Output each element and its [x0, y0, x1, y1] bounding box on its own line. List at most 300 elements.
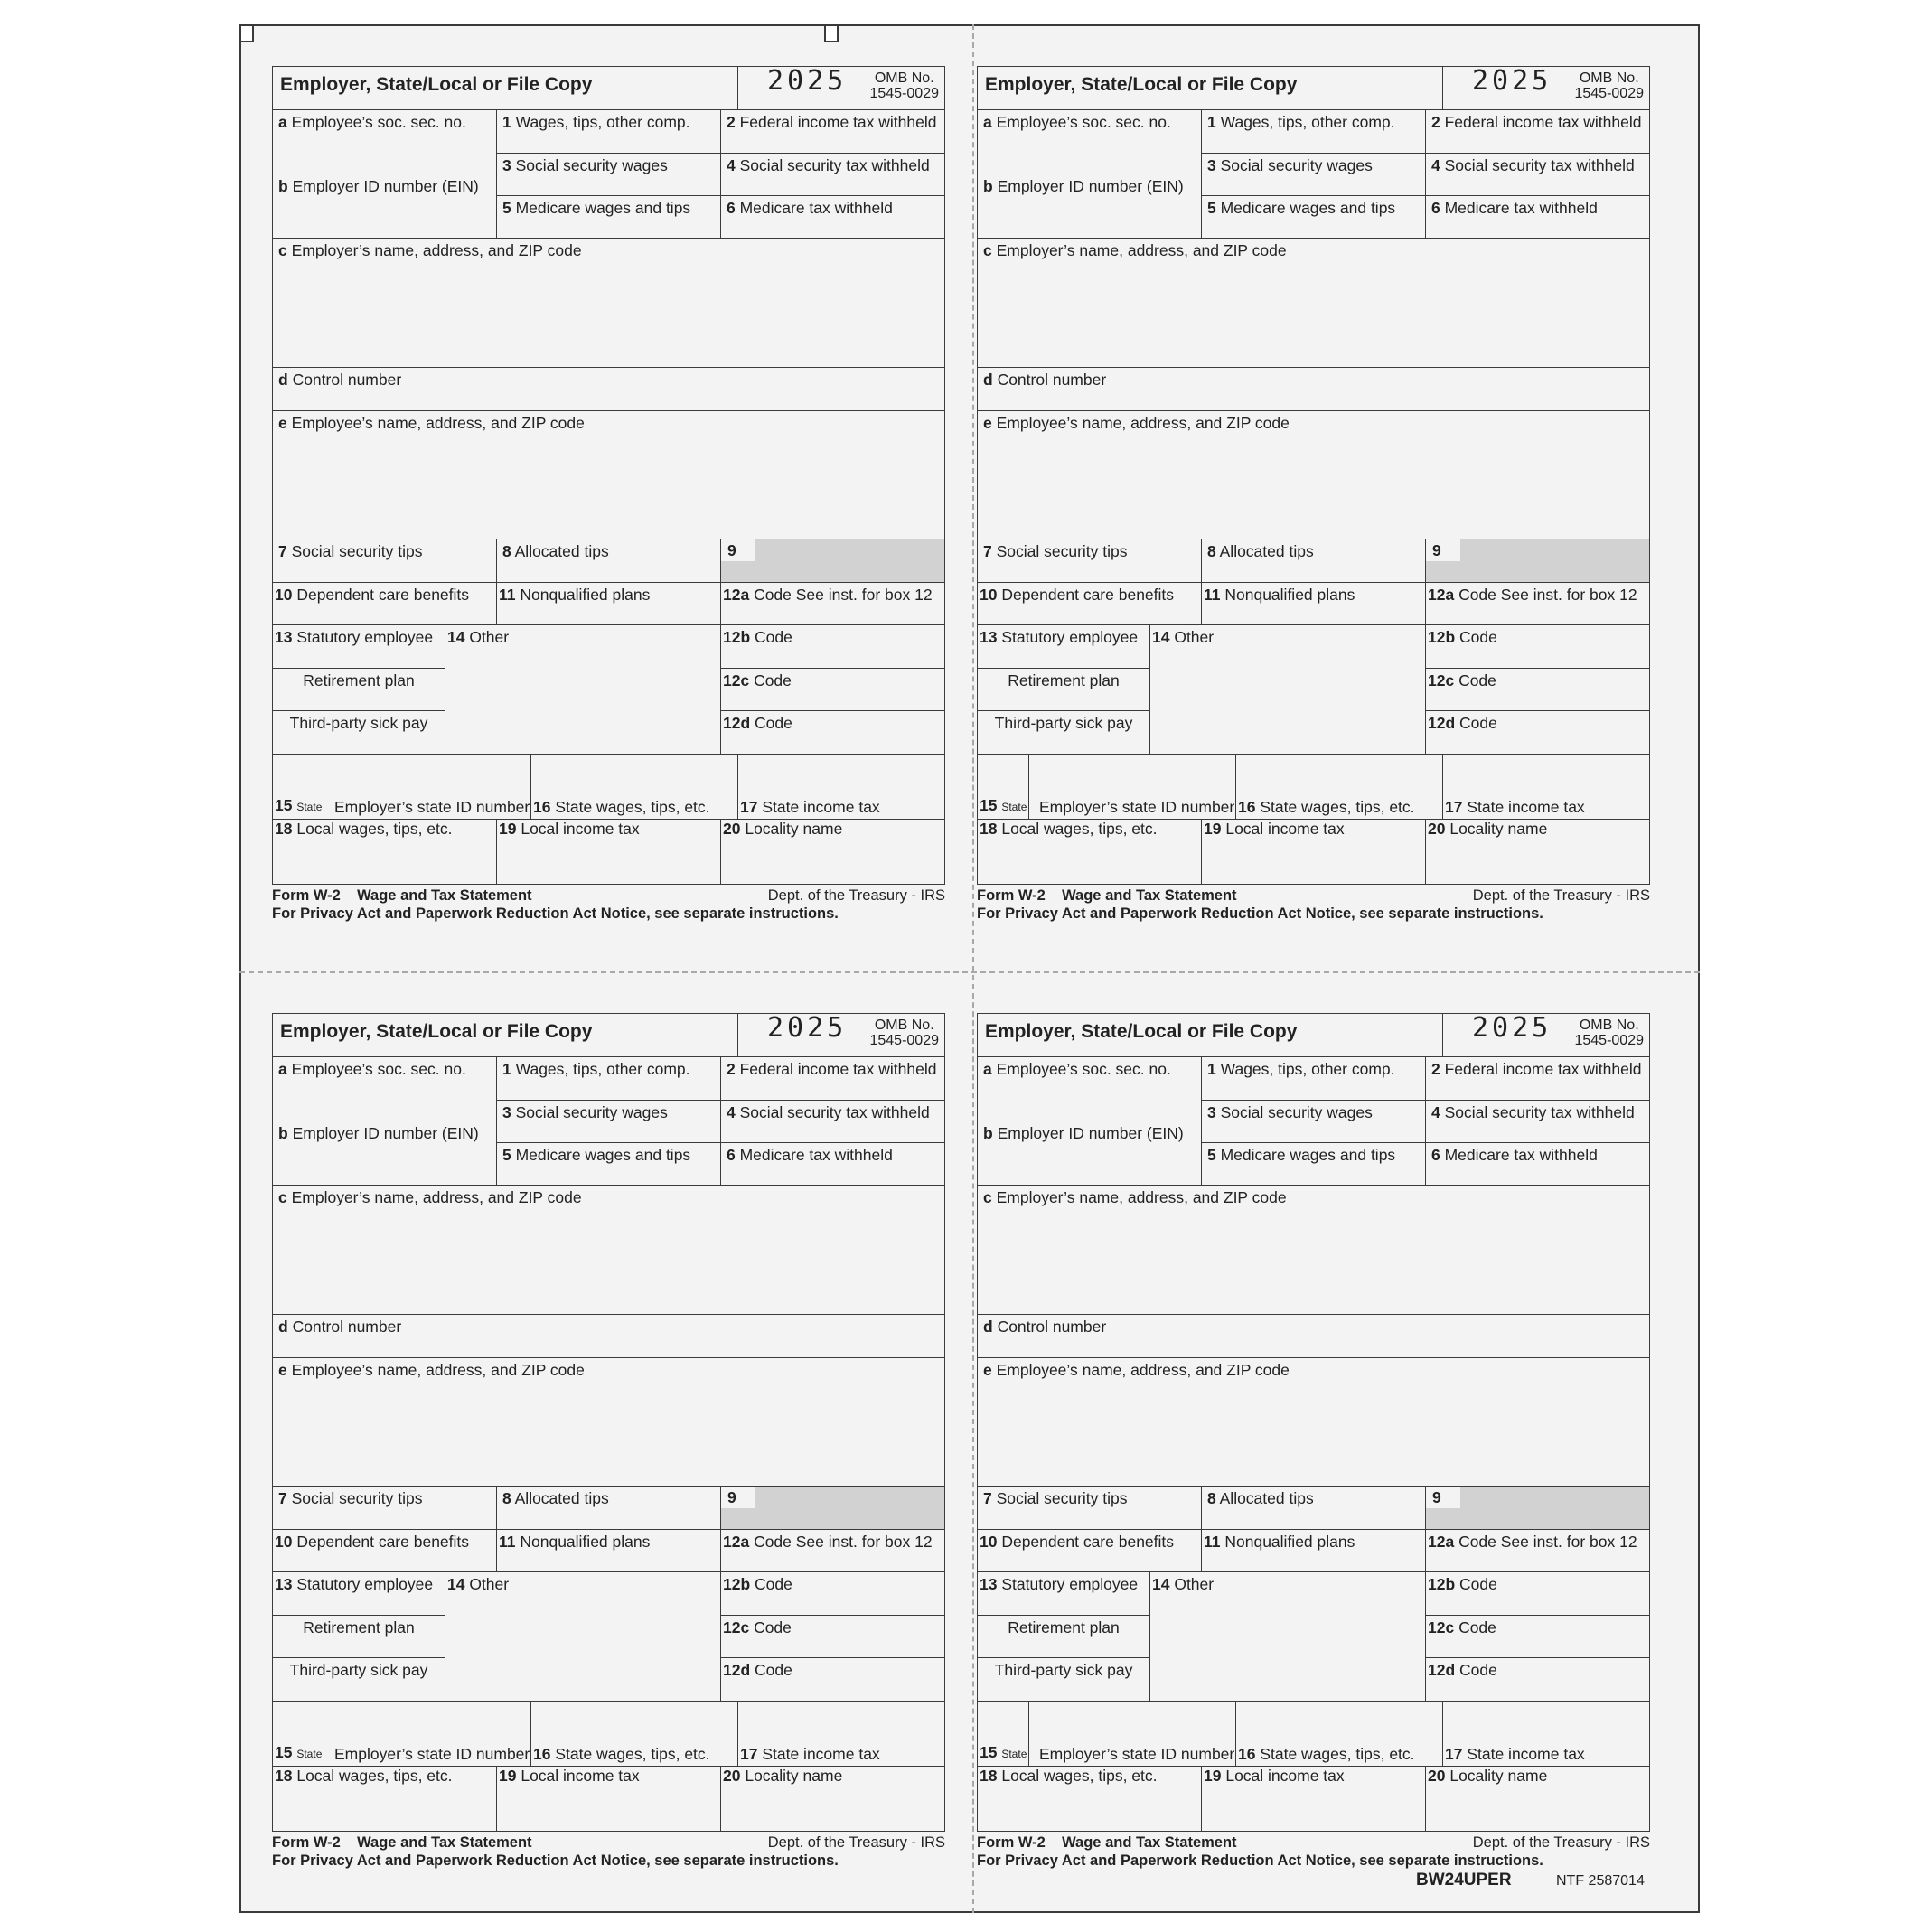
- box-c-label: Employer’s name, address, and ZIP code: [286, 241, 582, 259]
- box-12c[interactable]: [721, 669, 944, 711]
- box-17-label-wrap: [1445, 799, 1585, 816]
- box-19-local-income-tax[interactable]: [1202, 1767, 1426, 1831]
- footer-form-name: Form W-2 Wage and Tax Statement: [272, 887, 532, 904]
- year-omb-cell: [738, 1014, 944, 1057]
- box-12a[interactable]: [1426, 1530, 1649, 1572]
- box-13-third-party-sick-pay[interactable]: Third-party sick pay: [978, 1658, 1150, 1702]
- box-13-num: 13: [275, 628, 293, 646]
- box-17-state-income-tax[interactable]: [1443, 1702, 1649, 1767]
- box-a-employee-ssn[interactable]: [273, 110, 497, 174]
- box-19-local-income-tax[interactable]: [497, 1767, 721, 1831]
- box-2-label: Federal income tax withheld: [735, 1060, 937, 1078]
- footer-line-1: [272, 886, 945, 905]
- box-18-local-wages[interactable]: [978, 820, 1202, 884]
- box-5-medicare-wages[interactable]: [497, 1143, 721, 1186]
- box-9-shaded: [1426, 1487, 1649, 1530]
- box-10-dependent-care[interactable]: [978, 1530, 1202, 1572]
- box-c-employer-name[interactable]: [273, 1186, 944, 1315]
- box-5-label: Medicare wages and tips: [1215, 1146, 1396, 1164]
- box-a-employee-ssn[interactable]: [978, 1057, 1202, 1121]
- box-17-label-wrap: [740, 1746, 880, 1763]
- box-4-ss-tax[interactable]: [1426, 1101, 1649, 1143]
- box-7-ss-tips[interactable]: [273, 1487, 497, 1530]
- box-17-label-wrap: [740, 799, 880, 816]
- box-6-num: 6: [727, 1146, 736, 1164]
- box-14-num: 14: [1152, 1575, 1170, 1593]
- box-d-label: Control number: [287, 370, 402, 389]
- box-4-label: Social security tax withheld: [1440, 156, 1635, 174]
- box-12b-num: 12b: [723, 628, 751, 646]
- box-17-label: State income tax: [757, 1745, 880, 1763]
- box-12a[interactable]: [721, 583, 944, 625]
- box-12d-label: Code: [1455, 1661, 1497, 1679]
- box-14-num: 14: [1152, 628, 1170, 646]
- box-8-num: 8: [502, 1489, 511, 1507]
- box-16-label-wrap: [1238, 1746, 1415, 1763]
- box-3-num: 3: [1207, 1103, 1216, 1121]
- omb-number: 1545-0029: [1574, 86, 1644, 101]
- box-2-num: 2: [1431, 113, 1440, 131]
- box-8-num: 8: [1207, 1489, 1216, 1507]
- box-20-label: Locality name: [740, 820, 843, 838]
- box-15-state-text: State: [1001, 1748, 1027, 1760]
- box-6-medicare-tax[interactable]: [721, 196, 944, 239]
- box-15-state-text: State: [1001, 801, 1027, 813]
- box-12b-num: 12b: [1428, 628, 1456, 646]
- box-e-employee-name[interactable]: [978, 411, 1649, 539]
- box-11-nonqualified[interactable]: [497, 583, 721, 625]
- box-19-local-income-tax[interactable]: [1202, 820, 1426, 884]
- box-10-dependent-care[interactable]: [273, 1530, 497, 1572]
- box-16-state-wages[interactable]: [1236, 1702, 1443, 1767]
- box-c-label: Employer’s name, address, and ZIP code: [991, 1188, 1287, 1206]
- box-2-federal-tax[interactable]: [721, 1057, 944, 1101]
- box-16-state-wages[interactable]: [531, 1702, 738, 1767]
- box-13-num: 13: [275, 1575, 293, 1593]
- box-7-ss-tips[interactable]: [978, 1487, 1202, 1530]
- footer-line-1: [977, 886, 1650, 905]
- box-8-num: 8: [1207, 542, 1216, 560]
- box-17-state-income-tax[interactable]: [1443, 755, 1649, 820]
- box-5-num: 5: [502, 199, 511, 217]
- box-20-label: Locality name: [1445, 1767, 1548, 1785]
- box-5-medicare-wages[interactable]: [1202, 196, 1426, 239]
- box-15-state-text: State: [296, 801, 323, 813]
- box-18-local-wages[interactable]: [273, 820, 497, 884]
- box-7-num: 7: [983, 542, 992, 560]
- omb-number: 1545-0029: [869, 86, 939, 101]
- box-c-letter: c: [278, 241, 287, 259]
- box-1-wages[interactable]: [1202, 1057, 1426, 1101]
- box-15-state-text: State: [296, 1748, 323, 1760]
- box-13-statutory-employee[interactable]: [273, 625, 445, 669]
- box-6-label: Medicare tax withheld: [735, 1146, 893, 1164]
- box-7-label: Social security tips: [991, 1489, 1128, 1507]
- box-11-num: 11: [499, 586, 516, 604]
- box-13-statutory-employee[interactable]: [273, 1572, 445, 1616]
- box-4-ss-tax[interactable]: [721, 1101, 944, 1143]
- box-15-state-label: [275, 1744, 322, 1763]
- box-15-num: 15: [275, 1743, 293, 1761]
- box-17-state-income-tax[interactable]: [738, 1702, 944, 1767]
- box-a-employee-ssn[interactable]: [273, 1057, 497, 1121]
- box-6-medicare-tax[interactable]: [721, 1143, 944, 1186]
- box-14-label: Other: [464, 628, 510, 646]
- box-5-medicare-wages[interactable]: [1202, 1143, 1426, 1186]
- box-8-label: Allocated tips: [1215, 542, 1314, 560]
- box-11-num: 11: [499, 1533, 516, 1551]
- copy-title: Employer, State/Local or File Copy: [978, 67, 1443, 110]
- box-2-num: 2: [727, 113, 736, 131]
- box-12d-label: Code: [750, 714, 792, 732]
- box-14-other[interactable]: [1150, 625, 1426, 755]
- box-14-label: Other: [464, 1575, 510, 1593]
- box-13-statutory-employee[interactable]: [978, 1572, 1150, 1616]
- box-20-locality-name[interactable]: [721, 1767, 944, 1831]
- box-9-num: 9: [721, 1487, 755, 1508]
- box-3-ss-wages[interactable]: [497, 1101, 721, 1143]
- box-b-employer-ein[interactable]: [978, 1121, 1202, 1186]
- box-3-num: 3: [502, 1103, 511, 1121]
- omb-block: [869, 70, 939, 101]
- box-c-letter: c: [983, 1188, 992, 1206]
- box-7-ss-tips[interactable]: [978, 539, 1202, 583]
- box-17-label: State income tax: [1462, 798, 1585, 816]
- box-8-allocated-tips[interactable]: [1202, 539, 1426, 583]
- box-12b[interactable]: [1426, 1572, 1649, 1616]
- box-12b[interactable]: [1426, 625, 1649, 669]
- box-e-letter: e: [983, 1361, 992, 1379]
- box-9-shaded: [1426, 539, 1649, 583]
- omb-block: [1574, 1018, 1644, 1048]
- w2-grid: [977, 66, 1650, 885]
- box-6-label: Medicare tax withheld: [1440, 199, 1598, 217]
- box-1-label: Wages, tips, other comp.: [511, 113, 690, 131]
- box-1-num: 1: [502, 113, 511, 131]
- box-14-other[interactable]: [445, 1572, 721, 1702]
- box-20-locality-name[interactable]: [721, 820, 944, 884]
- box-13-statutory-employee[interactable]: [978, 625, 1150, 669]
- omb-block: [869, 1018, 939, 1048]
- box-13-retirement-plan[interactable]: Retirement plan: [978, 669, 1150, 711]
- box-c-employer-name[interactable]: [273, 239, 944, 368]
- box-12c[interactable]: [1426, 669, 1649, 711]
- crop-mark-center: [824, 24, 839, 42]
- box-12a[interactable]: [721, 1530, 944, 1572]
- box-d-letter: d: [278, 370, 288, 389]
- box-9-shaded: [721, 539, 944, 583]
- box-13-third-party-sick-pay[interactable]: Third-party sick pay: [273, 1658, 445, 1702]
- box-e-letter: e: [278, 1361, 287, 1379]
- box-7-label: Social security tips: [991, 542, 1128, 560]
- box-10-dependent-care[interactable]: [978, 583, 1202, 625]
- box-3-label: Social security wages: [1215, 156, 1373, 174]
- box-15-id-label: Employer’s state ID number: [1039, 1745, 1235, 1763]
- box-12c[interactable]: [721, 1616, 944, 1658]
- box-12c[interactable]: [1426, 1616, 1649, 1658]
- box-b-employer-ein[interactable]: [978, 174, 1202, 239]
- box-18-label: Local wages, tips, etc.: [292, 1767, 453, 1785]
- box-9-num: 9: [1426, 1487, 1460, 1508]
- footer-dept: Dept. of the Treasury - IRS: [767, 1834, 945, 1851]
- copy-title: Employer, State/Local or File Copy: [273, 67, 738, 110]
- box-8-label: Allocated tips: [1215, 1489, 1314, 1507]
- box-17-num: 17: [740, 798, 758, 816]
- box-16-label: State wages, tips, etc.: [1255, 1745, 1415, 1763]
- box-18-num: 18: [980, 820, 998, 838]
- box-7-label: Social security tips: [286, 1489, 423, 1507]
- box-14-num: 14: [447, 1575, 465, 1593]
- box-a-letter: a: [278, 113, 287, 131]
- box-15-employer-state-id[interactable]: [324, 1702, 531, 1767]
- box-d-control-number[interactable]: [978, 1315, 1649, 1358]
- box-10-label: Dependent care benefits: [997, 1533, 1175, 1551]
- box-b-label: Employer ID number (EIN): [287, 1124, 479, 1142]
- box-18-local-wages[interactable]: [273, 1767, 497, 1831]
- box-16-num: 16: [533, 798, 551, 816]
- year-omb-cell: [1443, 1014, 1649, 1057]
- box-11-nonqualified[interactable]: [497, 1530, 721, 1572]
- box-19-local-income-tax[interactable]: [497, 820, 721, 884]
- box-d-label: Control number: [992, 370, 1107, 389]
- box-12c-label: Code: [1454, 1618, 1496, 1637]
- box-8-allocated-tips[interactable]: [497, 1487, 721, 1530]
- box-12b-label: Code: [750, 1575, 792, 1593]
- box-13-third-party-sick-pay[interactable]: Third-party sick pay: [978, 711, 1150, 755]
- box-12a-num: 12a: [1428, 586, 1455, 604]
- box-20-num: 20: [1428, 1767, 1446, 1785]
- box-15-state[interactable]: [273, 755, 324, 820]
- box-17-num: 17: [740, 1745, 758, 1763]
- box-5-label: Medicare wages and tips: [1215, 199, 1396, 217]
- box-e-letter: e: [983, 414, 992, 432]
- box-12d-label: Code: [1455, 714, 1497, 732]
- box-2-label: Federal income tax withheld: [735, 113, 937, 131]
- box-3-label: Social security wages: [511, 1103, 668, 1121]
- box-8-label: Allocated tips: [511, 542, 609, 560]
- box-16-label-wrap: [533, 799, 710, 816]
- box-2-federal-tax[interactable]: [1426, 1057, 1649, 1101]
- box-d-control-number[interactable]: [273, 1315, 944, 1358]
- box-c-label: Employer’s name, address, and ZIP code: [991, 241, 1287, 259]
- box-a-letter: a: [278, 1060, 287, 1078]
- box-11-label: Nonqualified plans: [1220, 1533, 1355, 1551]
- box-b-employer-ein[interactable]: [273, 174, 497, 239]
- box-8-allocated-tips[interactable]: [1202, 1487, 1426, 1530]
- box-7-num: 7: [278, 542, 287, 560]
- w2-copy-bottom-left: [272, 1013, 945, 1880]
- box-12a-num: 12a: [1428, 1533, 1455, 1551]
- box-12c-num: 12c: [723, 671, 750, 689]
- box-3-ss-wages[interactable]: [1202, 1101, 1426, 1143]
- box-13-retirement-plan[interactable]: Retirement plan: [978, 1616, 1150, 1658]
- footer-form-name: Form W-2 Wage and Tax Statement: [977, 887, 1237, 904]
- box-13-retirement-plan[interactable]: Retirement plan: [273, 1616, 445, 1658]
- box-19-num: 19: [499, 1767, 517, 1785]
- box-15-employer-state-id[interactable]: [1029, 755, 1236, 820]
- box-8-allocated-tips[interactable]: [497, 539, 721, 583]
- box-15-state[interactable]: [978, 755, 1029, 820]
- box-11-nonqualified[interactable]: [1202, 583, 1426, 625]
- box-13-num: 13: [980, 628, 998, 646]
- box-15-employer-state-id[interactable]: [324, 755, 531, 820]
- box-10-num: 10: [275, 1533, 293, 1551]
- box-13-num: 13: [980, 1575, 998, 1593]
- box-15-state-label: [980, 1744, 1027, 1763]
- footer-form-name: Form W-2 Wage and Tax Statement: [977, 1834, 1237, 1851]
- box-a-employee-ssn[interactable]: [978, 110, 1202, 174]
- box-12d[interactable]: [721, 1658, 944, 1702]
- box-20-locality-name[interactable]: [1426, 1767, 1649, 1831]
- box-a-letter: a: [983, 1060, 992, 1078]
- w2-grid: [977, 1013, 1650, 1832]
- box-12d[interactable]: [1426, 1658, 1649, 1702]
- box-12c-num: 12c: [1428, 1618, 1455, 1637]
- box-14-other[interactable]: [1150, 1572, 1426, 1702]
- box-2-federal-tax[interactable]: [1426, 110, 1649, 154]
- tax-year: 2025: [1472, 67, 1552, 97]
- box-20-num: 20: [723, 1767, 741, 1785]
- box-15-state-label: [980, 797, 1027, 816]
- box-7-label: Social security tips: [286, 542, 423, 560]
- box-11-nonqualified[interactable]: [1202, 1530, 1426, 1572]
- box-e-letter: e: [278, 414, 287, 432]
- box-1-num: 1: [1207, 113, 1216, 131]
- box-b-letter: b: [278, 1124, 288, 1142]
- box-19-label: Local income tax: [1221, 1767, 1345, 1785]
- box-12b-label: Code: [1455, 628, 1497, 646]
- box-2-num: 2: [1431, 1060, 1440, 1078]
- box-11-label: Nonqualified plans: [1220, 586, 1355, 604]
- box-13-retirement-plan[interactable]: Retirement plan: [273, 669, 445, 711]
- box-d-control-number[interactable]: [978, 368, 1649, 411]
- box-d-letter: d: [278, 1318, 288, 1336]
- box-14-label: Other: [1169, 1575, 1215, 1593]
- box-3-ss-wages[interactable]: [497, 154, 721, 196]
- box-13-third-party-sick-pay[interactable]: Third-party sick pay: [273, 711, 445, 755]
- box-15-id-label: Employer’s state ID number: [334, 1745, 530, 1763]
- box-16-label: State wages, tips, etc.: [550, 798, 710, 816]
- box-20-locality-name[interactable]: [1426, 820, 1649, 884]
- box-3-ss-wages[interactable]: [1202, 154, 1426, 196]
- box-e-label: Employee’s name, address, and ZIP code: [286, 1361, 585, 1379]
- vertical-perforation: [972, 24, 974, 1913]
- copy-title: Employer, State/Local or File Copy: [273, 1014, 738, 1057]
- box-1-wages[interactable]: [497, 1057, 721, 1101]
- omb-label: OMB No.: [1579, 70, 1639, 86]
- box-6-num: 6: [1431, 199, 1440, 217]
- copy-title: Employer, State/Local or File Copy: [978, 1014, 1443, 1057]
- box-d-control-number[interactable]: [273, 368, 944, 411]
- box-15-state[interactable]: [273, 1702, 324, 1767]
- box-5-medicare-wages[interactable]: [497, 196, 721, 239]
- box-e-employee-name[interactable]: [273, 411, 944, 539]
- box-5-num: 5: [502, 1146, 511, 1164]
- box-1-num: 1: [502, 1060, 511, 1078]
- box-12b[interactable]: [721, 1572, 944, 1616]
- box-17-state-income-tax[interactable]: [738, 755, 944, 820]
- box-16-label-wrap: [1238, 799, 1415, 816]
- box-b-label: Employer ID number (EIN): [992, 1124, 1184, 1142]
- box-1-label: Wages, tips, other comp.: [511, 1060, 690, 1078]
- box-12d-label: Code: [750, 1661, 792, 1679]
- box-7-ss-tips[interactable]: [273, 539, 497, 583]
- box-1-num: 1: [1207, 1060, 1216, 1078]
- box-1-label: Wages, tips, other comp.: [1215, 113, 1395, 131]
- box-2-label: Federal income tax withheld: [1440, 113, 1642, 131]
- box-b-label: Employer ID number (EIN): [992, 177, 1184, 195]
- box-12a-label: Code See inst. for box 12: [749, 1533, 933, 1551]
- box-8-label: Allocated tips: [511, 1489, 609, 1507]
- box-1-wages[interactable]: [497, 110, 721, 154]
- box-14-other[interactable]: [445, 625, 721, 755]
- box-4-ss-tax[interactable]: [1426, 154, 1649, 196]
- box-17-num: 17: [1445, 1745, 1463, 1763]
- box-12d-num: 12d: [1428, 1661, 1456, 1679]
- box-12b[interactable]: [721, 625, 944, 669]
- box-19-label: Local income tax: [516, 1767, 640, 1785]
- box-b-employer-ein[interactable]: [273, 1121, 497, 1186]
- box-12a[interactable]: [1426, 583, 1649, 625]
- box-10-num: 10: [980, 1533, 998, 1551]
- box-18-local-wages[interactable]: [978, 1767, 1202, 1831]
- omb-number: 1545-0029: [869, 1033, 939, 1048]
- box-e-employee-name[interactable]: [273, 1358, 944, 1487]
- footer-dept: Dept. of the Treasury - IRS: [767, 887, 945, 904]
- box-17-label: State income tax: [757, 798, 880, 816]
- box-4-num: 4: [1431, 1103, 1440, 1121]
- box-c-label: Employer’s name, address, and ZIP code: [286, 1188, 582, 1206]
- box-16-state-wages[interactable]: [531, 755, 738, 820]
- year-omb-cell: [738, 67, 944, 110]
- box-2-federal-tax[interactable]: [721, 110, 944, 154]
- box-15-id-label: Employer’s state ID number: [1039, 798, 1235, 816]
- box-a-letter: a: [983, 113, 992, 131]
- product-code: BW24UPER: [1416, 1871, 1512, 1890]
- footer-notice: For Privacy Act and Paperwork Reduction Act Notice, see separate instructions.: [977, 1852, 1543, 1869]
- box-e-label: Employee’s name, address, and ZIP code: [991, 414, 1290, 432]
- box-15-employer-state-id[interactable]: [1029, 1702, 1236, 1767]
- box-4-ss-tax[interactable]: [721, 154, 944, 196]
- box-10-dependent-care[interactable]: [273, 583, 497, 625]
- box-d-label: Control number: [287, 1318, 402, 1336]
- box-6-medicare-tax[interactable]: [1426, 1143, 1649, 1186]
- box-11-num: 11: [1204, 1533, 1221, 1551]
- box-e-employee-name[interactable]: [978, 1358, 1649, 1487]
- box-15-state[interactable]: [978, 1702, 1029, 1767]
- box-c-letter: c: [278, 1188, 287, 1206]
- box-c-employer-name[interactable]: [978, 239, 1649, 368]
- box-18-label: Local wages, tips, etc.: [997, 1767, 1158, 1785]
- omb-label: OMB No.: [874, 1018, 934, 1033]
- box-12d[interactable]: [1426, 711, 1649, 755]
- box-a-label: Employee’s soc. sec. no.: [991, 1060, 1171, 1078]
- box-16-state-wages[interactable]: [1236, 755, 1443, 820]
- box-12a-label: Code See inst. for box 12: [1454, 1533, 1637, 1551]
- box-2-num: 2: [727, 1060, 736, 1078]
- box-1-wages[interactable]: [1202, 110, 1426, 154]
- box-5-label: Medicare wages and tips: [511, 199, 691, 217]
- box-7-num: 7: [278, 1489, 287, 1507]
- box-c-employer-name[interactable]: [978, 1186, 1649, 1315]
- box-5-num: 5: [1207, 199, 1216, 217]
- box-19-label: Local income tax: [1221, 820, 1345, 838]
- box-6-label: Medicare tax withheld: [1440, 1146, 1598, 1164]
- box-12d[interactable]: [721, 711, 944, 755]
- year-omb-cell: [1443, 67, 1649, 110]
- box-c-letter: c: [983, 241, 992, 259]
- box-6-medicare-tax[interactable]: [1426, 196, 1649, 239]
